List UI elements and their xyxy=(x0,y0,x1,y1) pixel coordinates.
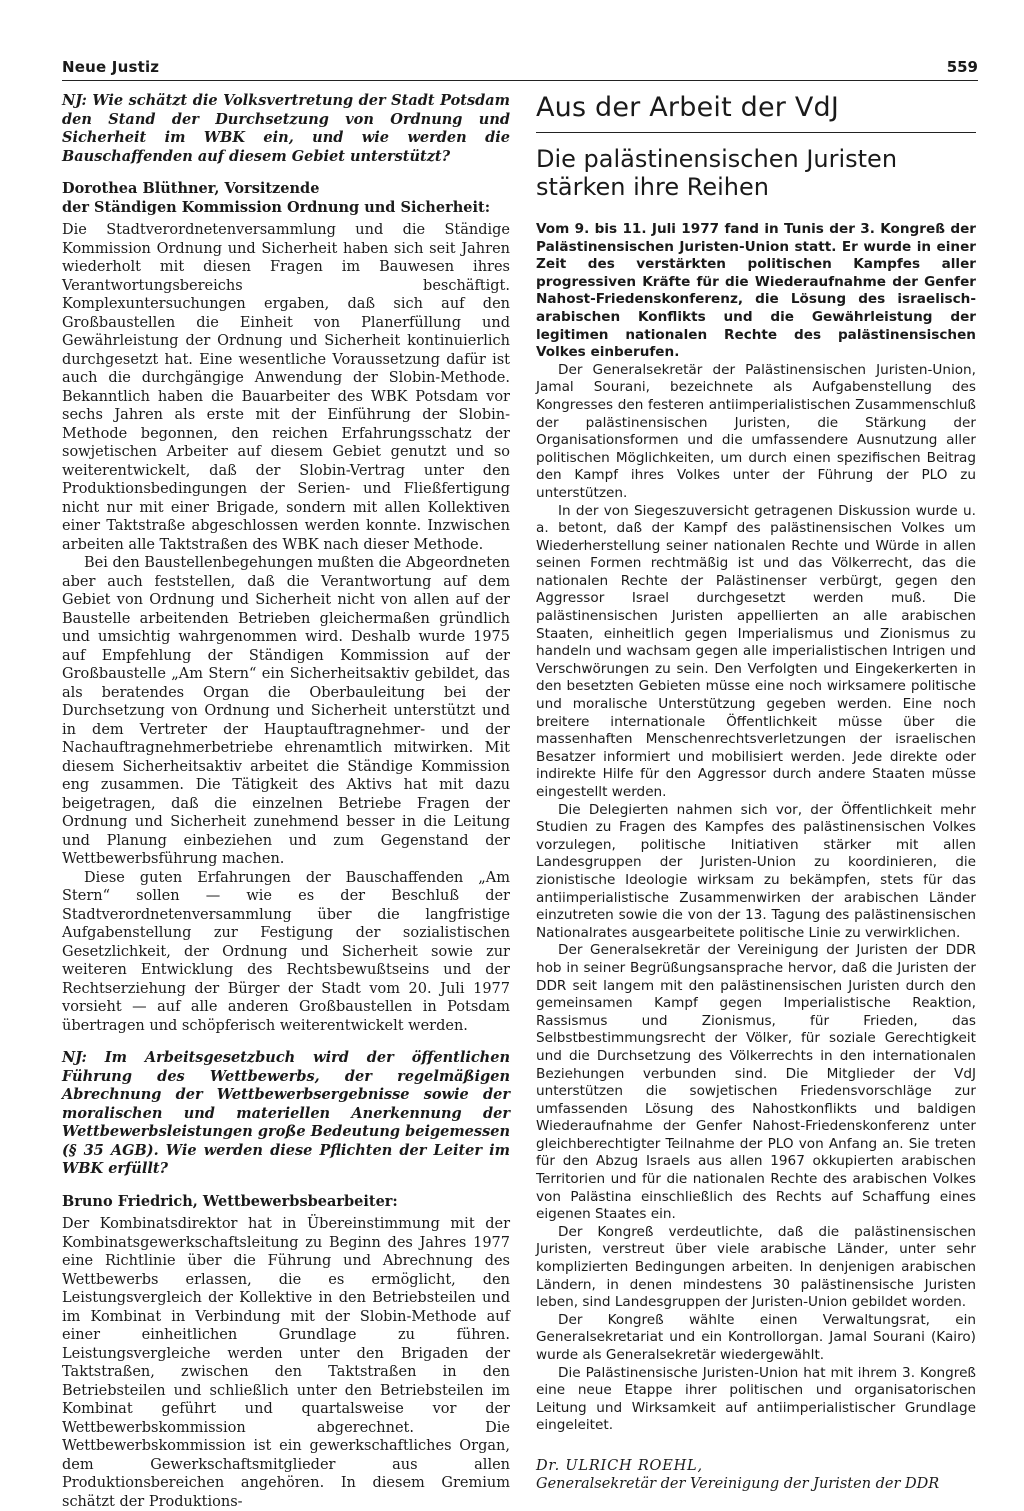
article-lead: Vom 9. bis 11. Juli 1977 fand in Tunis der 3. Kongreß der Palästinensischen Juristen-Union statt. Er wurde in einer Zeit des verstärkten politischen Kampfes aller progressiven Kräfte für die Wiederaufnahme der Genfer Nahost-Friedenskonferenz, die Lösung des israelisch-arabischen Konflikts und die Gewährleistung der legitimen nationalen Rechte des palästinensischen Volkes einberufen. xyxy=(536,221,976,361)
section-rule xyxy=(536,132,976,133)
article-paragraph: In der von Siegeszuversicht getragenen Diskussion wurde u. a. betont, daß der Kampf des palästinensischen Volkes um Wiederherstellung seiner nationalen Rechte und Würde in allen seinen Formen rechtmäßig ist und das Völkerrecht, das die nationalen Rechte der Palästinenser verbürgt, gegen den Aggressor Israel durchgesetzt werden muß. Die palästinensischen Juristen appellierten an alle arabischen Staaten, einheitlich gegen Imperialismus und Zionismus zu handeln und wachsam gegen alle imperialistischen Intrigen und Verschwörungen zu sein. Den Verfolgten und Eingekerkerten in den besetzten Gebieten müsse eine noch wirksamere politische und moralische Unterstützung gegeben werden. Eine noch breitere internationale Öffentlichkeit müsse über die massenhaften Menschenrechtsverletzungen der israelischen Besatzer informiert und mobilisiert werden. Jede direkte oder indirekte Hilfe für den Aggressor durch andere Staaten müsse eingestellt werden. xyxy=(536,502,976,800)
answer-paragraph: Der Kombinatsdirektor hat in Übereinstimmung mit der Kombinatsgewerkschaftsleitung zu Beginn des Jahres 1977 eine Richtlinie über die Führung und Abrechnung des Wettbewerbs erlassen, die es ermöglicht, den Leistungsvergleich der Kollektive in den Betriebsteilen und im Kombinat in Verbindung mit der Slobin-Methode auf einer einheitlichen Grundlage zu führen. Leistungsvergleiche werden unter den Brigaden der Taktstraßen, zwischen den Taktstraßen in den Betriebsteilen und schließlich unter den Betriebsteilen im Kombinat geführt und quartalsweise vor der Wettbewerbskommission abgerechnet. Die Wettbewerbskommission ist ein gewerkschaftliches Organ, dem Gewerkschaftsmitglieder aus allen Produktionsbereichen angehören. In diesem Gremium schätzt der Produktions- xyxy=(62,1216,510,1510)
page-number: 559 xyxy=(946,58,978,76)
article-paragraph: Die Delegierten nahmen sich vor, der Öffentlichkeit mehr Studien zu Fragen des Kampfes des palästinensischen Volkes vorzulegen, politische Initiativen stärker mit allen Landesgruppen der Juristen-Union zu koordinieren, die zionistische Ideologie wirksam zu bekämpfen, stets für das antiimperialistische Zusammenwirken der arabischen Länder einzutreten sowie die von der 13. Tagung des palästinensischen Nationalrates ausgearbeitete politische Linie zu verwirklichen. xyxy=(536,801,976,941)
signature-title: Generalsekretär der Vereinigung der Juristen der DDR xyxy=(536,1476,940,1493)
journal-title: Neue Justiz xyxy=(62,58,160,76)
left-column xyxy=(62,92,510,1511)
article-title-line: Die palästinensischen Juristen xyxy=(536,145,898,173)
article-title-line: stärken ihre Reihen xyxy=(536,173,769,201)
answer-paragraph: Die Stadtverordnetenversammlung und die Ständige Kommission Ordnung und Sicherheit haben sich seit Jahren wiederholt mit diesen Fragen im Bauwesen ihres Verantwortungsbereichs beschäftigt. Komplexuntersuchungen ergaben, daß sich auf den Großbaustellen die Einheit von Planerfüllung und Gewährleistung der Ordnung und Sicherheit kontinuierlich durchgesetzt hat. Eine wesentliche Voraussetzung dafür ist auch die durchgängige Anwendung der Slobin-Methode. Bekanntlich haben die Bauarbeiter des WBK Potsdam vor sechs Jahren als erste mit der Einführung der Slobin-Methode begonnen, den reichen Erfahrungsschatz der sowjetischen Arbeiter auf diesem Gebiet genutzt und so weiterentwickelt, daß der Slobin-Vertrag unter den Produktionsbedingungen der Serien- und Fließfertigung nicht nur mit einer Brigade, sondern mit allen Kollektiven einer Taktstraße abgeschlossen werden konnte. Inzwischen arbeiten alle Taktstraßen des WBK nach dieser Methode. xyxy=(62,222,510,553)
speaker-role: der Ständigen Kommission Ordnung und Sicherheit: xyxy=(62,198,491,216)
speaker-name: Dorothea Blüthner, Vorsitzende xyxy=(62,180,320,197)
answer-paragraph: Bei den Baustellenbegehungen mußten die Abgeordneten aber auch feststellen, daß die Verantwortung auf dem Gebiet von Ordnung und Sicherheit nicht von allen auf der Baustelle arbeitenden Betrieben gleichermaßen gründlich und umsichtig wahrgenommen wird. Deshalb wurde 1975 auf Empfehlung der Ständigen Kommission auf der Großbaustelle „Am Stern“ ein Sicherheitsaktiv gebildet, das als beratendes Organ die Oberbauleitung bei der Durchsetzung von Ordnung und Sicherheit unterstützt und in dem Vertreter der Hauptauftragnehmer- und der Nachauftragnehmerbetriebe ehrenamtlich mitwirken. Mit diesem Sicherheitsaktiv arbeitet die Ständige Kommission eng zusammen. Die Tätigkeit des Aktivs hat mit dazu beigetragen, daß die einzelnen Betriebe Fragen der Ordnung und Sicherheit zunehmend besser in die Leitung und Planung einbeziehen und zum Gegenstand der Wettbewerbsführung machen. xyxy=(62,555,510,867)
article-paragraph: Der Generalsekretär der Palästinensischen Juristen-Union, Jamal Sourani, bezeichnete als Aufgabenstellung des Kongresses den festeren antiimperialistischen Zusammenschluß der palästinensischen Juristen, die Stärkung der Organisationsformen und die umfassendere Ausnutzung aller politischen Möglichkeiten, um durch einen spezifischen Beitrag den Kampf ihres Volkes unter der Führung der PLO zu unterstützen. xyxy=(536,361,976,501)
article-paragraph: Die Palästinensische Juristen-Union hat mit ihrem 3. Kongreß eine neue Etappe ihrer politischen und organisatorischen Leitung und Wirksamkeit auf antiimperialistischer Grundlage eingeleitet. xyxy=(536,1364,976,1434)
article-title xyxy=(536,145,976,201)
right-column xyxy=(536,92,976,1494)
header-rule xyxy=(62,80,978,81)
interview-question: NJ: Wie schätzt die Volksvertretung der Stadt Potsdam den Stand der Durchsetzung von Ordnung und Sicherheit im WBK ein, und wie werden die Bauschaffenden auf diesem Gebiet unterstützt? xyxy=(62,92,510,165)
article-paragraph: Der Generalsekretär der Vereinigung der Juristen der DDR hob in seiner Begrüßungsansprache hervor, daß die Juristen der DDR seit langem mit den palästinensischen Juristen durch den gemeinsamen Kampf gegen Imperialistische Reaktion, Rassismus und Zionismus, für Frieden, das Selbstbestimmungsrecht der Völker, für soziale Gerechtigkeit und die Durchsetzung des Völkerrechts in den internationalen Beziehungen verbunden sind. Die Mitglieder der VdJ unterstützen die sowjetischen Friedensvorschläge zur umfassenden Lösung des Nahostkonflikts und baldigen Wiederaufnahme der Genfer Nahost-Friedenskonferenz unter gleichberechtigter Teilnahme der PLO von Anfang an. Sie treten für den Abzug Israels aus allen 1967 okkupierten arabischen Territorien und für die nationalen Rechte des arabischen Volkes von Palästina einschließlich des Rechts auf Schaffung eines eigenen Staates ein. xyxy=(536,942,976,1223)
spacer xyxy=(62,1035,510,1049)
speaker-name: Bruno Friedrich, Wettbewerbsbearbeiter: xyxy=(62,1192,398,1210)
article-paragraph: Der Kongreß verdeutlichte, daß die palästinensischen Juristen, verstreut über viele arabische Länder, unter sehr komplizierten Bedingungen arbeiten. In denjenigen arabischen Ländern, in denen mindestens 30 palästinensische Juristen leben, sind Landesgruppen der Juristen-Union gebildet worden. xyxy=(536,1223,976,1311)
interview-question: NJ: Im Arbeitsgesetzbuch wird der öffentlichen Führung des Wettbewerbs, der regelmäßigen Abrechnung der Wettbewerbsergebnisse sowie der moralischen und materiellen Anerkennung der Wettbewerbsleistungen große Bedeutung beigemessen (§ 35 AGB). Wie werden diese Pflichten der Leiter im WBK erfüllt? xyxy=(62,1049,510,1177)
answer-paragraph: Diese guten Erfahrungen der Bauschaffenden „Am Stern“ sollen — wie es der Beschluß der Stadtverordnetenversammlung über die langfristige Aufgabenstellung zur Festigung der sozialistischen Gesetzlichkeit, der Ordnung und Sicherheit sowie zur weiteren Entwicklung des Rechtsbewußtseins und der Rechtserziehung der Bürger der Stadt vom 20. Juli 1977 vorsieht — auf alle anderen Großbaustellen in Potsdam übertragen und schöpferisch weiterentwickelt werden. xyxy=(62,869,510,1034)
speaker-heading xyxy=(62,180,510,217)
signature-block xyxy=(536,1457,976,1494)
article-paragraph: Der Kongreß wählte einen Verwaltungsrat, ein Generalsekretariat und ein Kontrollorgan. Jamal Sourani (Kairo) wurde als Generalsekretär wiedergewählt. xyxy=(536,1311,976,1363)
signature-name: Dr. ULRICH ROEHL, xyxy=(536,1457,703,1474)
section-title: Aus der Arbeit der VdJ xyxy=(536,92,840,123)
speaker-heading xyxy=(62,1193,510,1212)
page-header xyxy=(62,58,978,82)
